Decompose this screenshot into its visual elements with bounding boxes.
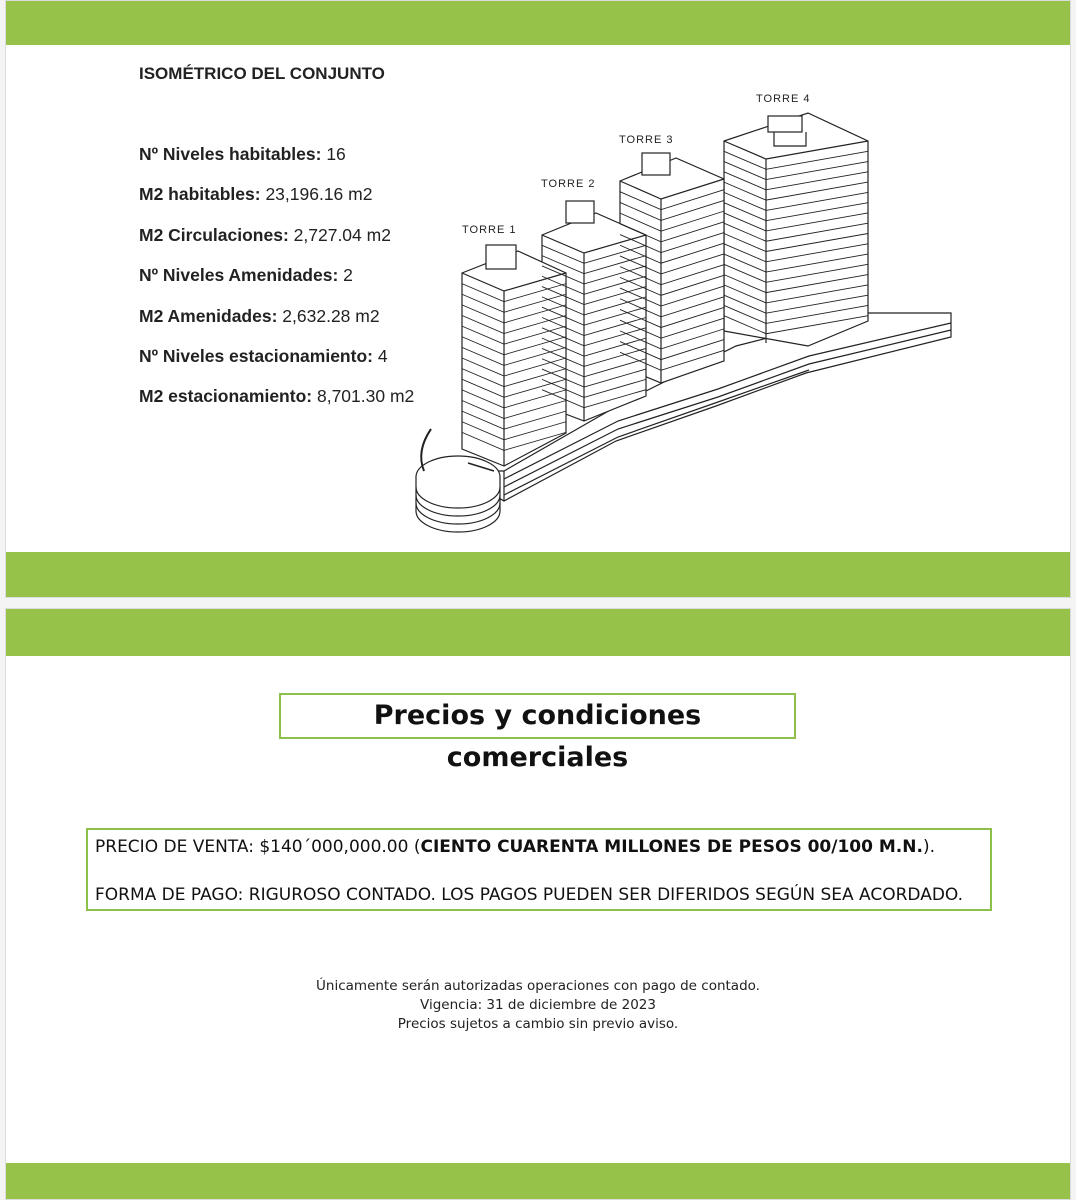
tower-3-label: TORRE 3 xyxy=(619,134,674,146)
note-line: Vigencia: 31 de diciembre de 2023 xyxy=(420,997,656,1013)
stat-item: Nº Niveles Amenidades: 2 xyxy=(139,265,353,286)
tower-1-label: TORRE 1 xyxy=(462,224,517,236)
notes xyxy=(6,977,1070,1034)
bottom-green-band xyxy=(6,552,1070,598)
stat-item: M2 habitables: 23,196.16 m2 xyxy=(139,184,373,205)
stat-item: Nº Niveles estacionamiento: 4 xyxy=(139,345,388,366)
note-line: Precios sujetos a cambio sin previo aviso. xyxy=(397,1016,679,1032)
bottom-green-band xyxy=(6,1163,1070,1200)
stats-list xyxy=(139,144,414,427)
stat-item: M2 Amenidades: 2,632.28 m2 xyxy=(139,305,380,326)
price-conditions-box xyxy=(86,828,992,911)
tower-4-label: TORRE 4 xyxy=(756,93,811,105)
tower-4-drawing xyxy=(724,113,868,346)
top-green-band xyxy=(6,609,1070,656)
isometric-title: ISOMÉTRICO DEL CONJUNTO xyxy=(139,64,385,83)
isometric-drawing xyxy=(401,109,961,539)
prices-title: Precios y condiciones comerciales xyxy=(279,693,796,739)
tower-1-drawing xyxy=(462,245,566,466)
top-green-band xyxy=(6,1,1070,45)
sale-price-line: PRECIO DE VENTA: $140´000,000.00 (CIENTO CUARENTA MILLONES DE PESOS 00/100 M.N.). xyxy=(95,837,935,857)
tower-2-label: TORRE 2 xyxy=(541,178,596,190)
slide-prices xyxy=(5,608,1071,1200)
stat-item: M2 estacionamiento: 8,701.30 m2 xyxy=(139,386,415,407)
payment-terms-line: FORMA DE PAGO: RIGUROSO CONTADO. LOS PAGOS PUEDEN SER DIFERIDOS SEGÚN SEA ACORDADO. xyxy=(95,885,964,905)
stat-item: Nº Niveles habitables: 16 xyxy=(139,144,346,164)
note-line: Únicamente serán autorizadas operaciones con pago de contado. xyxy=(316,978,760,994)
stat-item: M2 Circulaciones: 2,727.04 m2 xyxy=(139,224,391,245)
slide-isometric xyxy=(5,0,1071,598)
